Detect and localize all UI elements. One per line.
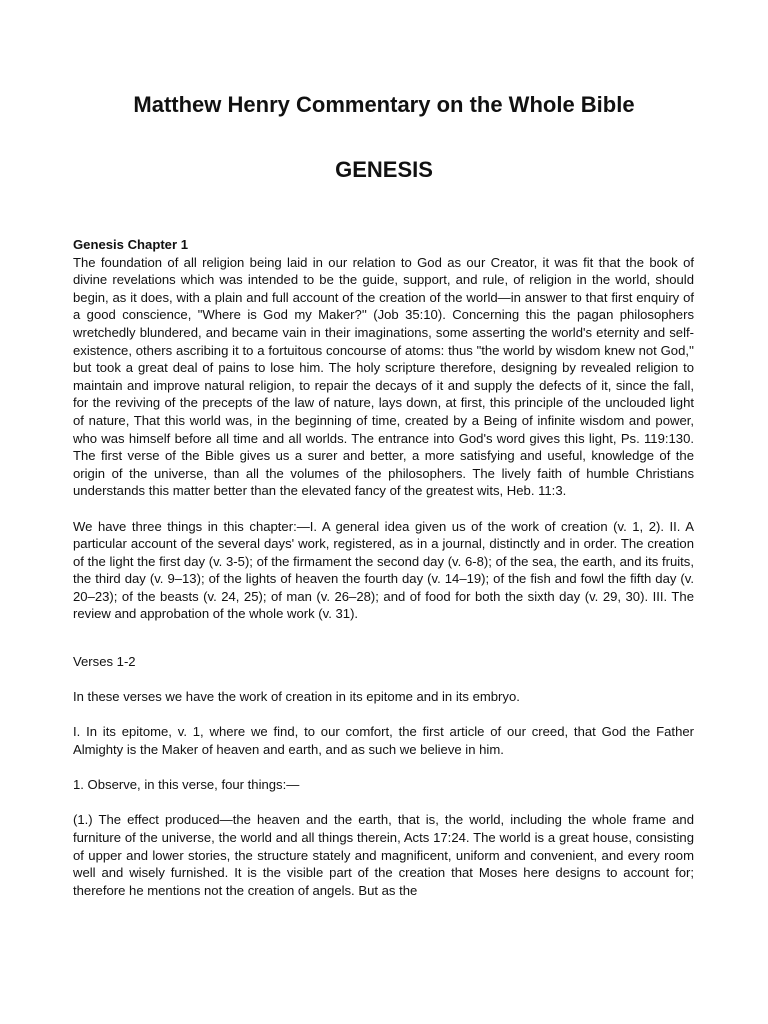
observe-paragraph: 1. Observe, in this verse, four things:— — [73, 777, 300, 793]
paragraph-gap — [73, 759, 694, 777]
intro-paragraph: The foundation of all religion being laid in our relation to God as our Creator, it was fit that the book of divine revelations which was intended to be the guide, support, and rule, of religion in the world, should begin, as it does, with a plain and full account of the creation of the world—in answer to that first enquiry of a good conscience, "Where is God my Maker?'' (Job 35:10). Concerning this the pagan philosophers wretchedly blundered, and became vain in their imaginations, some asserting the world's eternity and self-existence, others ascribing it to a fortuitous concourse of atoms: thus "the world by wisdom knew not God,'' but took a great deal of pains to lose him. The holy scripture therefore, designing by revealed religion to maintain and improve natural religion, to repair the decays of it and supply the defects of it, since the fall, for the reviving of the precepts of the law of nature, lays down, at first, this principle of the unclouded light of nature, That this world was, in the beginning of time, created by a Being of infinite wisdom and power, who was himself before all time and all worlds. The entrance into God's word gives this light, Ps. 119:130. The first verse of the Bible gives us a surer and better, a more satisfying and useful, knowledge of the origin of the universe, than all the volumes of the philosophers. The lively faith of humble Christians understands this matter better than the elevated fancy of the greatest wits, Heb. 11:3. — [73, 254, 694, 499]
paragraph-gap — [73, 794, 694, 812]
commentary-body — [73, 236, 694, 899]
verses-heading: Verses 1-2 — [73, 654, 136, 670]
book-title: GENESIS — [335, 157, 433, 182]
chapter-summary-paragraph: We have three things in this chapter:—I. A general idea given us of the work of creation (v. 1, 2). II. A particular account of the several days' work, registered, as in a journal, distinctly and in order. The creation of the light the first day (v. 3-5); of the firmament the second day (v. 6-8); of the sea, the earth, and its fruits, the third day (v. 9–13); of the lights of heaven the fourth day (v. 14–19); of the fish and fowl the fifth day (v. 20–23); of the beasts (v. 24, 25); of man (v. 26–28); and of food for both the sixth day (v. 29, 30). III. The review and approbation of the whole work (v. 31). — [73, 518, 694, 622]
epitome-intro-paragraph: In these verses we have the work of creation in its epitome and in its embryo. — [73, 689, 520, 705]
paragraph-gap — [73, 706, 694, 724]
section-gap — [73, 623, 694, 653]
effect-produced-paragraph: (1.) The effect produced—the heaven and the earth, that is, the world, including the whole frame and furniture of the universe, the world and all things therein, Acts 17:24. The world is a great house, consisting of upper and lower stories, the structure stately and magnificent, uniform and convenient, and every room well and wisely furnished. It is the visible part of the creation that Moses here designs to account for; therefore he mentions not the creation of angels. But as the — [73, 812, 694, 898]
chapter-heading: Genesis Chapter 1 — [73, 237, 188, 252]
paragraph-gap — [73, 500, 694, 518]
document-title: Matthew Henry Commentary on the Whole Bible — [133, 92, 635, 117]
paragraph-gap — [73, 671, 694, 689]
epitome-paragraph: I. In its epitome, v. 1, where we find, to our comfort, the first article of our creed, that God the Father Almighty is the Maker of heaven and earth, and as such we believe in him. — [73, 724, 694, 758]
